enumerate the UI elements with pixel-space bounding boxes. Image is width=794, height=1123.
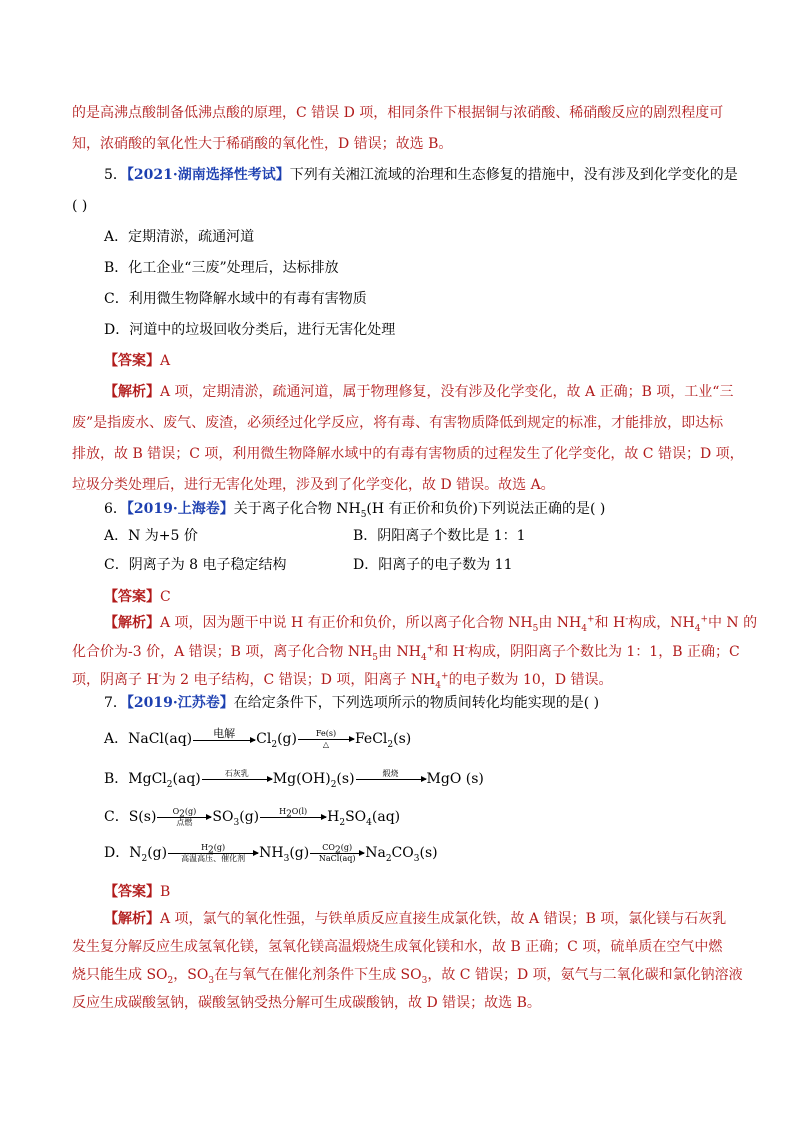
- analysis-text: ，故 C 错误；D 项，氨气与二氧化碳和氯化钠溶液: [427, 967, 743, 983]
- option-label: C．: [104, 809, 129, 825]
- question-text: 关于离子化合物 NH: [233, 501, 361, 517]
- answer-value: C: [160, 589, 171, 605]
- arrow-shaft: [260, 817, 326, 818]
- analysis-text: 中 N 的: [707, 615, 758, 631]
- condition-text: [193, 741, 255, 750]
- product: (aq): [371, 809, 401, 825]
- analysis-text: A 项，定期清淤，疏通河道，属于物理修复，没有涉及化学变化，故 A 正确；B 项，工业“三: [160, 384, 734, 400]
- condition-text: O(l): [291, 807, 308, 816]
- subscript: 5: [532, 623, 539, 634]
- subscript: 4: [435, 680, 442, 691]
- option-label: A．: [104, 731, 129, 747]
- q6-option-b: B．阴阳离子个数比是 1：1: [353, 528, 526, 544]
- condition-text: [157, 807, 211, 820]
- reaction-arrow: [310, 843, 364, 863]
- condition-text: [260, 818, 326, 827]
- condition-text: (g): [213, 843, 226, 852]
- superscript: +: [426, 643, 435, 654]
- subscript: 2: [167, 975, 174, 986]
- analysis-text: ，SO: [173, 967, 209, 983]
- q6-analysis-line-1: [104, 613, 757, 633]
- superscript: +: [441, 671, 449, 682]
- arrow-shaft: [298, 739, 354, 740]
- q5-analysis-line-4: 垃圾分类处理后，进行无害化处理，涉及到了化学变化，故 D 错误。故选 A。: [72, 477, 555, 493]
- analysis-text: 在与氧气在催化剂条件下生成 SO: [214, 967, 422, 983]
- question-source: 【2019·上海卷】: [126, 501, 234, 517]
- subscript: 3: [208, 975, 215, 986]
- reaction-arrow: [193, 728, 255, 750]
- condition-text: O: [172, 807, 180, 816]
- arrow-shaft: [193, 740, 255, 741]
- q7-analysis-line-3: [72, 965, 743, 985]
- subscript: 2: [208, 845, 214, 856]
- q6-option-c: C．阴离子为 8 电子稳定结构: [104, 557, 287, 573]
- question-source: 【2021·湖南选择性考试】: [126, 167, 290, 183]
- arrow-shaft: [157, 817, 211, 818]
- subscript: 2: [339, 817, 346, 828]
- analysis-text: A 项，氯气的氧化性强，与铁单质反应直接生成氯化铁，故 A 错误；B 项，氯化镁与石灰乳: [160, 911, 727, 927]
- arrow-shaft: [356, 779, 426, 780]
- subscript: 2: [141, 853, 148, 864]
- analysis-text: 由 NH: [378, 644, 421, 660]
- q7-analysis-line-1: [104, 909, 726, 929]
- question-text: (H 有正价和负价)下列说法正确的是( ): [366, 501, 606, 517]
- q5-analysis-line-3: 排放，故 B 错误；C 项，利用微生物降解水域中的有毒有害物质的过程发生了化学变化，故 C 错误；D 项，: [72, 446, 744, 462]
- subscript: 4: [420, 652, 427, 663]
- question-number: 5．: [104, 167, 127, 183]
- question-5-stem: [104, 165, 738, 185]
- condition-text: 点燃: [176, 818, 193, 827]
- analysis-text: 和 H: [434, 644, 465, 660]
- product: FeCl: [354, 731, 388, 747]
- q5-answer: [104, 351, 170, 371]
- intro-line-2: 知，浓硝酸的氧化性大于稀硝酸的氧化性，D 错误；故选 B。: [72, 136, 453, 152]
- condition-text: NaCl(aq): [318, 854, 356, 863]
- product: (s): [419, 845, 438, 861]
- analysis-text: 为 2 电子结构，C 错误；D 项，阳离子 NH: [161, 672, 436, 688]
- question-text: 下列有关湘江流域的治理和生态修复的措施中，没有涉及到化学变化的是: [289, 167, 738, 183]
- intermediate: NH: [259, 845, 284, 861]
- q7-option-b: [104, 767, 484, 791]
- reactant: (g): [147, 845, 168, 861]
- analysis-label: 【解析】: [104, 384, 160, 400]
- reactant: MgCl: [128, 771, 167, 787]
- q5-analysis-line-1: [104, 382, 733, 402]
- answer-label: 【答案】: [104, 589, 160, 605]
- subscript: 2: [385, 853, 392, 864]
- condition-text: 高温高压、催化剂: [181, 854, 246, 863]
- subscript: 2: [166, 779, 173, 790]
- product: SO: [345, 809, 367, 825]
- superscript: +: [700, 614, 708, 625]
- question-5-paren: ( ): [72, 198, 88, 214]
- subscript: 3: [233, 817, 240, 828]
- q7-answer: [104, 882, 170, 902]
- reactant: N: [129, 845, 142, 861]
- q5-option-c: C．利用微生物降解水域中的有毒有害物质: [104, 291, 367, 307]
- product: Na: [365, 845, 386, 861]
- subscript: 3: [283, 853, 290, 864]
- condition-text: △: [322, 740, 330, 749]
- question-text: 在给定条件下，下列选项所示的物质间转化均能实现的是( ): [233, 695, 600, 711]
- question-7-stem: [104, 693, 599, 713]
- analysis-text: 和 H: [594, 615, 626, 631]
- answer-label: 【答案】: [104, 884, 160, 900]
- q6-answer: [104, 587, 171, 607]
- q5-option-a: A．定期清淤，疏通河道: [104, 229, 255, 245]
- reactant: S(s): [128, 809, 157, 825]
- product: H: [327, 809, 340, 825]
- subscript: 5: [360, 509, 367, 520]
- product: (s): [393, 731, 412, 747]
- analysis-label: 【解析】: [104, 911, 160, 927]
- reaction-arrow: [202, 769, 272, 789]
- superscript: -: [158, 671, 162, 682]
- intermediate: (g): [277, 731, 297, 747]
- condition-text: [202, 780, 272, 789]
- q7-analysis-line-4: 反应生成碳酸氢钠，碳酸氢钠受热分解可生成碳酸钠，故 D 错误；故选 B。: [72, 995, 541, 1011]
- arrow-shaft: [202, 779, 272, 780]
- product: MgO (s): [426, 771, 484, 787]
- reaction-arrow: [298, 729, 354, 749]
- reaction-arrow: [356, 769, 426, 789]
- q6-option-a: A．N 为+5 价: [104, 528, 198, 544]
- q5-analysis-line-2: 废”是指废水、废气、废渣，必须经过化学反应，将有毒、有害物质降低到规定的标准，才能排放，即达标: [72, 415, 724, 431]
- superscript: +: [586, 614, 595, 625]
- question-6-stem: [104, 499, 605, 519]
- intermediate: Mg(OH): [272, 771, 331, 787]
- reaction-arrow: [168, 843, 258, 863]
- superscript: -: [464, 643, 468, 654]
- answer-label: 【答案】: [104, 353, 160, 369]
- condition-text: CO: [322, 843, 335, 852]
- subscript: 2: [179, 809, 185, 820]
- analysis-text: 由 NH: [538, 615, 582, 631]
- subscript: 2: [334, 845, 341, 856]
- condition-text: (g): [184, 807, 197, 816]
- intermediate: (g): [289, 845, 310, 861]
- analysis-text: 项，阴离子 H: [72, 672, 159, 688]
- q6-option-d: D．阳离子的电子数为 11: [353, 557, 513, 573]
- question-source: 【2019·江苏卷】: [126, 695, 234, 711]
- product: CO: [391, 845, 414, 861]
- intermediate: SO: [212, 809, 234, 825]
- subscript: 4: [694, 623, 701, 634]
- intermediate: (g): [239, 809, 260, 825]
- superscript: -: [625, 614, 629, 625]
- q7-option-a: [104, 727, 411, 751]
- intro-line-1: 的是高沸点酸制备低沸点酸的原理，C 错误 D 项，相同条件下根据铜与浓硝酸、稀硝酸反应的剧烈程度可: [72, 105, 724, 121]
- answer-value: A: [160, 353, 171, 369]
- intermediate: (s): [336, 771, 355, 787]
- condition-text: 煅烧: [382, 769, 399, 778]
- question-number: 7．: [104, 695, 127, 711]
- condition-text: [260, 807, 326, 820]
- condition-text: 电解: [213, 727, 236, 740]
- intermediate: Cl: [256, 731, 272, 747]
- condition-text: H: [201, 843, 209, 852]
- subscript: 2: [330, 779, 337, 790]
- option-label: D．: [104, 845, 130, 861]
- subscript: 2: [271, 739, 278, 750]
- q6-analysis-line-3: [72, 670, 613, 690]
- subscript: 4: [366, 817, 372, 828]
- analysis-text: 烧只能生成 SO: [72, 967, 168, 983]
- answer-value: B: [160, 884, 171, 900]
- q7-analysis-line-2: 发生复分解反应生成氢氧化镁，氢氧化镁高温煅烧生成氧化镁和水，故 B 正确；C 项，硫单质在空气中燃: [72, 939, 723, 955]
- condition-text: [356, 780, 426, 789]
- subscript: 5: [372, 652, 379, 663]
- condition-text: Fe(s): [315, 729, 337, 738]
- q7-option-d: [104, 841, 438, 865]
- q5-option-d: D．河道中的垃圾回收分类后，进行无害化处理: [104, 322, 396, 338]
- question-number: 6．: [104, 501, 127, 517]
- reaction-arrow: [260, 807, 326, 827]
- analysis-text: 构成，阴阳离子个数比为 1：1，B 正确；C: [467, 644, 740, 660]
- analysis-text: A 项，因为题干中说 H 有正价和负价，所以离子化合物 NH: [160, 615, 533, 631]
- subscript: 2: [286, 809, 292, 820]
- subscript: 4: [581, 623, 587, 634]
- analysis-text: 化合价为-3 价，A 错误；B 项，离子化合物 NH: [72, 644, 373, 660]
- q5-option-b: B．化工企业“三废”处理后，达标排放: [104, 260, 339, 276]
- condition-text: [168, 843, 258, 856]
- q7-option-c: [104, 805, 400, 829]
- condition-text: [310, 843, 364, 856]
- condition-text: H: [279, 807, 287, 816]
- subscript: 3: [413, 853, 420, 864]
- condition-text: 石灰乳: [224, 769, 249, 778]
- reactant: NaCl(aq): [128, 731, 193, 747]
- reactant: (aq): [172, 771, 201, 787]
- q6-analysis-line-2: [72, 642, 740, 662]
- reaction-arrow: [157, 807, 211, 827]
- option-label: B．: [104, 771, 129, 787]
- analysis-text: 构成，NH: [628, 615, 695, 631]
- subscript: 2: [387, 739, 394, 750]
- analysis-text: 的电子数为 10，D 错误。: [448, 672, 613, 688]
- analysis-label: 【解析】: [104, 615, 160, 631]
- arrow-shaft: [310, 853, 364, 854]
- subscript: 3: [421, 975, 428, 986]
- condition-text: (g): [340, 843, 353, 852]
- arrow-shaft: [168, 853, 258, 854]
